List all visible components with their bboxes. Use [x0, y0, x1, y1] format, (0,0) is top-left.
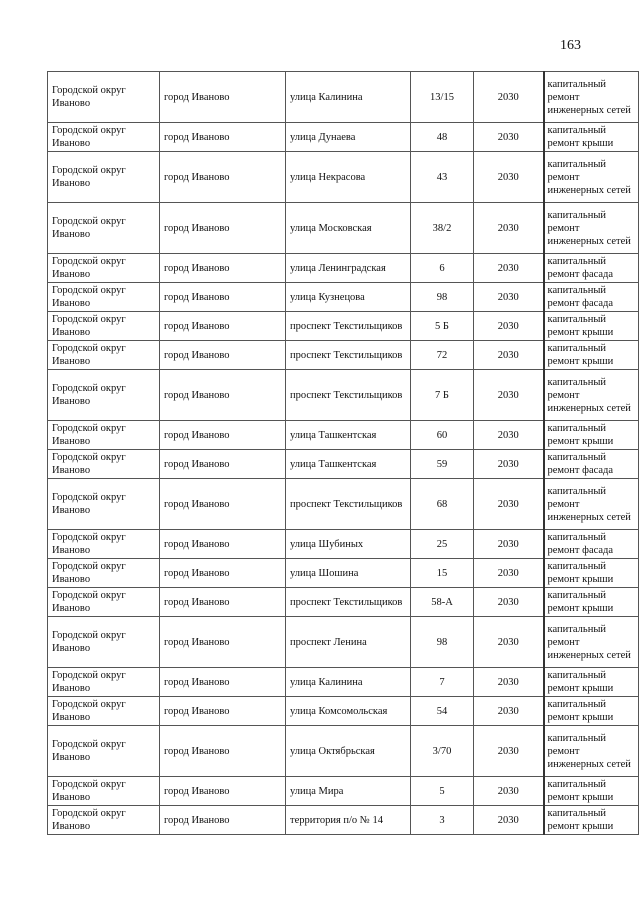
street-cell: улица Шошина	[286, 559, 411, 588]
city-cell: город Иваново	[160, 341, 286, 370]
work-type-cell: капитальный ремонт крыши	[544, 777, 639, 806]
district-cell: Городской округ Иваново	[48, 254, 160, 283]
work-type-cell: капитальный ремонт крыши	[544, 421, 639, 450]
table-row	[48, 254, 639, 283]
house-number-cell: 7	[411, 668, 474, 697]
city-cell: город Иваново	[160, 123, 286, 152]
city-cell: город Иваново	[160, 254, 286, 283]
table-row	[48, 450, 639, 479]
street-cell: улица Ташкентская	[286, 421, 411, 450]
district-cell: Городской округ Иваново	[48, 312, 160, 341]
year-cell: 2030	[474, 203, 544, 254]
table-row	[48, 203, 639, 254]
district-cell: Городской округ Иваново	[48, 530, 160, 559]
house-number-cell: 5 Б	[411, 312, 474, 341]
year-cell: 2030	[474, 152, 544, 203]
district-cell: Городской округ Иваново	[48, 341, 160, 370]
year-cell: 2030	[474, 617, 544, 668]
street-cell: проспект Текстильщиков	[286, 312, 411, 341]
house-number-cell: 15	[411, 559, 474, 588]
year-cell: 2030	[474, 450, 544, 479]
work-type-cell: капитальный ремонт фасада	[544, 450, 639, 479]
house-number-cell: 6	[411, 254, 474, 283]
house-number-cell: 3	[411, 806, 474, 835]
city-cell: город Иваново	[160, 668, 286, 697]
street-cell: улица Мира	[286, 777, 411, 806]
street-cell: улица Дунаева	[286, 123, 411, 152]
table-row	[48, 726, 639, 777]
city-cell: город Иваново	[160, 530, 286, 559]
street-cell: проспект Текстильщиков	[286, 479, 411, 530]
year-cell: 2030	[474, 806, 544, 835]
table-row	[48, 777, 639, 806]
work-type-cell: капитальный ремонт крыши	[544, 806, 639, 835]
city-cell: город Иваново	[160, 283, 286, 312]
house-number-cell: 5	[411, 777, 474, 806]
house-number-cell: 68	[411, 479, 474, 530]
table-row	[48, 668, 639, 697]
house-number-cell: 60	[411, 421, 474, 450]
city-cell: город Иваново	[160, 617, 286, 668]
work-type-cell: капитальный ремонт крыши	[544, 668, 639, 697]
house-number-cell: 25	[411, 530, 474, 559]
street-cell: проспект Текстильщиков	[286, 341, 411, 370]
year-cell: 2030	[474, 421, 544, 450]
district-cell: Городской округ Иваново	[48, 479, 160, 530]
district-cell: Городской округ Иваново	[48, 617, 160, 668]
district-cell: Городской округ Иваново	[48, 668, 160, 697]
house-number-cell: 38/2	[411, 203, 474, 254]
district-cell: Городской округ Иваново	[48, 421, 160, 450]
city-cell: город Иваново	[160, 479, 286, 530]
street-cell: проспект Текстильщиков	[286, 588, 411, 617]
house-number-cell: 54	[411, 697, 474, 726]
year-cell: 2030	[474, 312, 544, 341]
work-type-cell: капитальный ремонт инженерных сетей	[544, 726, 639, 777]
street-cell: улица Некрасова	[286, 152, 411, 203]
street-cell: улица Шубиных	[286, 530, 411, 559]
street-cell: улица Ленинградская	[286, 254, 411, 283]
street-cell: улица Ташкентская	[286, 450, 411, 479]
house-number-cell: 98	[411, 617, 474, 668]
year-cell: 2030	[474, 559, 544, 588]
street-cell: улица Московская	[286, 203, 411, 254]
house-number-cell: 13/15	[411, 72, 474, 123]
district-cell: Городской округ Иваново	[48, 283, 160, 312]
work-type-cell: капитальный ремонт инженерных сетей	[544, 370, 639, 421]
year-cell: 2030	[474, 668, 544, 697]
work-type-cell: капитальный ремонт крыши	[544, 588, 639, 617]
table-row	[48, 559, 639, 588]
work-type-cell: капитальный ремонт инженерных сетей	[544, 72, 639, 123]
work-type-cell: капитальный ремонт инженерных сетей	[544, 617, 639, 668]
house-number-cell: 98	[411, 283, 474, 312]
street-cell: улица Комсомольская	[286, 697, 411, 726]
city-cell: город Иваново	[160, 312, 286, 341]
repair-schedule-table	[47, 71, 639, 835]
city-cell: город Иваново	[160, 421, 286, 450]
year-cell: 2030	[474, 697, 544, 726]
table-row	[48, 806, 639, 835]
street-cell: территория п/о № 14	[286, 806, 411, 835]
table-row	[48, 72, 639, 123]
city-cell: город Иваново	[160, 726, 286, 777]
year-cell: 2030	[474, 726, 544, 777]
district-cell: Городской округ Иваново	[48, 450, 160, 479]
work-type-cell: капитальный ремонт крыши	[544, 312, 639, 341]
work-type-cell: капитальный ремонт фасада	[544, 283, 639, 312]
table-row	[48, 370, 639, 421]
table-row	[48, 152, 639, 203]
table-row	[48, 617, 639, 668]
year-cell: 2030	[474, 479, 544, 530]
table-row	[48, 283, 639, 312]
city-cell: город Иваново	[160, 72, 286, 123]
district-cell: Городской округ Иваново	[48, 370, 160, 421]
work-type-cell: капитальный ремонт фасада	[544, 254, 639, 283]
city-cell: город Иваново	[160, 697, 286, 726]
city-cell: город Иваново	[160, 450, 286, 479]
year-cell: 2030	[474, 777, 544, 806]
district-cell: Городской округ Иваново	[48, 777, 160, 806]
table-row	[48, 697, 639, 726]
year-cell: 2030	[474, 254, 544, 283]
street-cell: улица Калинина	[286, 72, 411, 123]
year-cell: 2030	[474, 370, 544, 421]
district-cell: Городской округ Иваново	[48, 559, 160, 588]
street-cell: проспект Ленина	[286, 617, 411, 668]
work-type-cell: капитальный ремонт инженерных сетей	[544, 152, 639, 203]
table-row	[48, 530, 639, 559]
city-cell: город Иваново	[160, 152, 286, 203]
district-cell: Городской округ Иваново	[48, 123, 160, 152]
table-row	[48, 479, 639, 530]
city-cell: город Иваново	[160, 370, 286, 421]
city-cell: город Иваново	[160, 203, 286, 254]
house-number-cell: 3/70	[411, 726, 474, 777]
table-row	[48, 312, 639, 341]
house-number-cell: 59	[411, 450, 474, 479]
district-cell: Городской округ Иваново	[48, 72, 160, 123]
table-body	[48, 72, 639, 835]
page-number: 163	[560, 38, 581, 53]
house-number-cell: 58-А	[411, 588, 474, 617]
street-cell: улица Кузнецова	[286, 283, 411, 312]
table-row	[48, 588, 639, 617]
work-type-cell: капитальный ремонт крыши	[544, 341, 639, 370]
city-cell: город Иваново	[160, 777, 286, 806]
city-cell: город Иваново	[160, 806, 286, 835]
district-cell: Городской округ Иваново	[48, 152, 160, 203]
house-number-cell: 72	[411, 341, 474, 370]
work-type-cell: капитальный ремонт крыши	[544, 697, 639, 726]
year-cell: 2030	[474, 123, 544, 152]
street-cell: проспект Текстильщиков	[286, 370, 411, 421]
district-cell: Городской округ Иваново	[48, 203, 160, 254]
city-cell: город Иваново	[160, 588, 286, 617]
table-row	[48, 341, 639, 370]
year-cell: 2030	[474, 530, 544, 559]
street-cell: улица Калинина	[286, 668, 411, 697]
work-type-cell: капитальный ремонт инженерных сетей	[544, 479, 639, 530]
work-type-cell: капитальный ремонт инженерных сетей	[544, 203, 639, 254]
house-number-cell: 43	[411, 152, 474, 203]
house-number-cell: 7 Б	[411, 370, 474, 421]
year-cell: 2030	[474, 283, 544, 312]
city-cell: город Иваново	[160, 559, 286, 588]
year-cell: 2030	[474, 72, 544, 123]
table-row	[48, 123, 639, 152]
work-type-cell: капитальный ремонт крыши	[544, 123, 639, 152]
district-cell: Городской округ Иваново	[48, 806, 160, 835]
district-cell: Городской округ Иваново	[48, 588, 160, 617]
district-cell: Городской округ Иваново	[48, 697, 160, 726]
table-row	[48, 421, 639, 450]
work-type-cell: капитальный ремонт фасада	[544, 530, 639, 559]
house-number-cell: 48	[411, 123, 474, 152]
year-cell: 2030	[474, 341, 544, 370]
work-type-cell: капитальный ремонт крыши	[544, 559, 639, 588]
year-cell: 2030	[474, 588, 544, 617]
street-cell: улица Октябрьская	[286, 726, 411, 777]
district-cell: Городской округ Иваново	[48, 726, 160, 777]
